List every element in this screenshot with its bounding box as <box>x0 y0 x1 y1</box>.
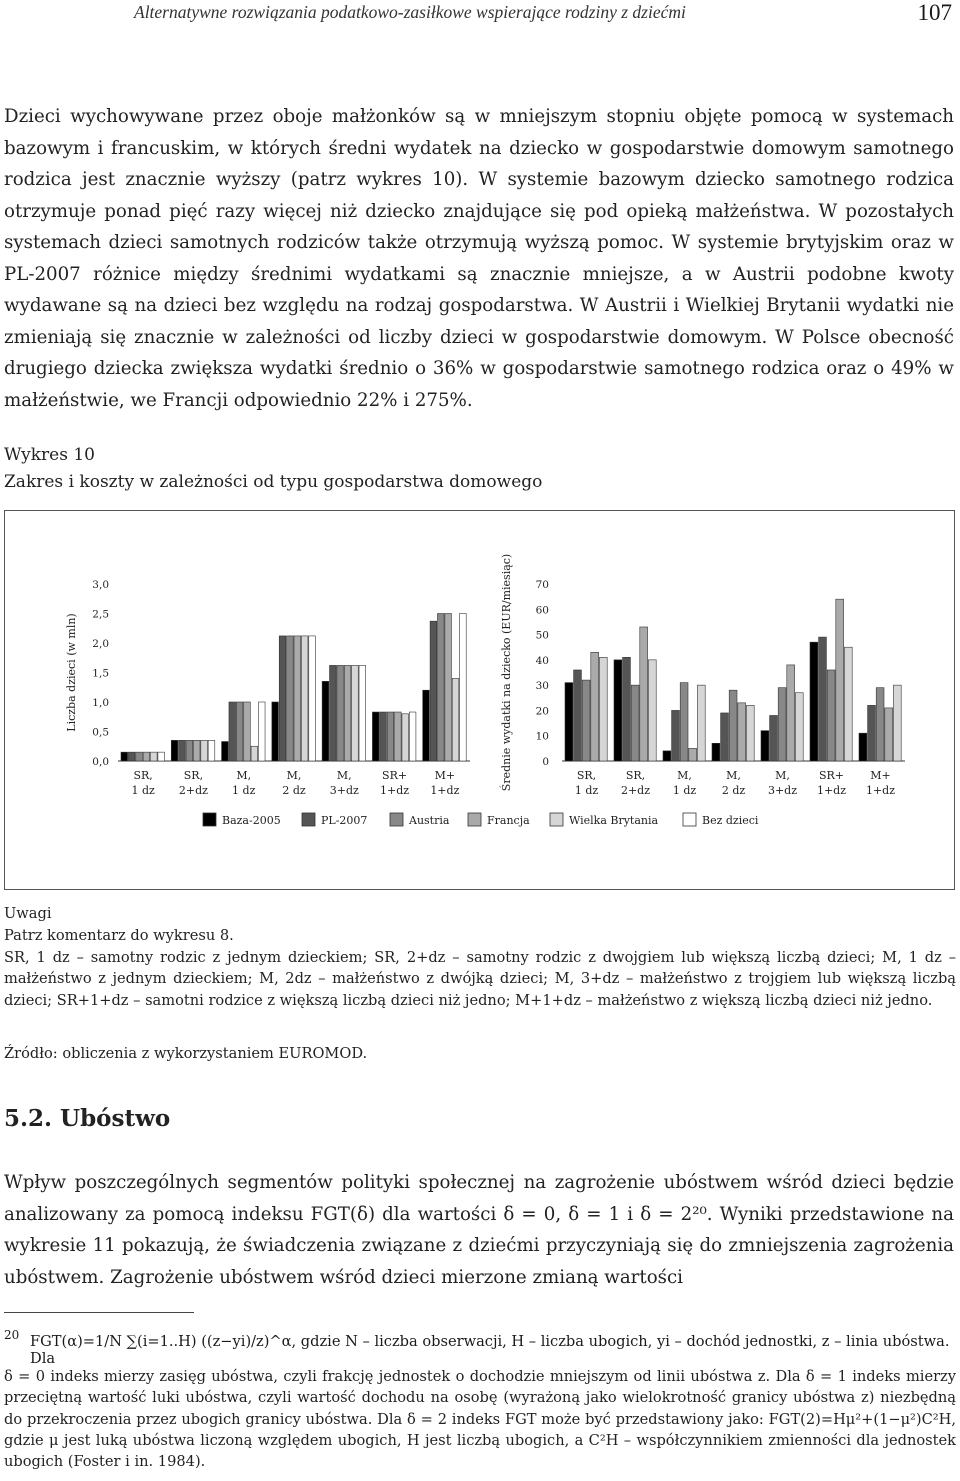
bar <box>591 652 599 761</box>
bar <box>201 740 208 761</box>
y-tick-label: 10 <box>535 730 549 743</box>
figure-number: Wykres 10 <box>4 445 95 465</box>
bar <box>294 636 301 761</box>
bar <box>301 636 308 761</box>
y-tick-label: 70 <box>535 579 549 591</box>
bar <box>460 614 467 762</box>
bar <box>229 702 236 761</box>
y-tick-label: 60 <box>535 604 549 617</box>
bar <box>819 637 827 761</box>
legend-label: Wielka Brytania <box>569 814 659 827</box>
x-tick-label: 2 dz <box>721 784 746 797</box>
x-tick-label: SR, <box>625 769 646 782</box>
legend-label: Bez dzieci <box>702 814 759 827</box>
chart-frame <box>4 510 955 890</box>
chart-svg <box>5 511 956 891</box>
bar <box>344 665 351 761</box>
x-tick-label: M, <box>286 769 302 782</box>
y-tick-label: 0,0 <box>92 756 109 768</box>
x-tick-label: SR+ <box>382 769 408 782</box>
x-tick-label: M, <box>677 769 692 782</box>
x-tick-label: M, <box>775 769 790 782</box>
legend-swatch <box>302 813 315 826</box>
x-tick-label: 2+dz <box>620 784 651 797</box>
bar <box>222 742 229 761</box>
footnote-formula-tail: , gdzie N – liczba obserwacji, H – liczba ubogich, yi – dochód jednostki, z – linia ubóstwa. Dla <box>30 1333 950 1367</box>
bar <box>680 683 688 761</box>
bar <box>738 703 746 761</box>
bar <box>309 636 316 761</box>
bar <box>272 702 279 761</box>
bar <box>795 693 803 761</box>
body-paragraph-2: Wpływ poszczególnych segmentów polityki społecznej na zagrożenie ubóstwem wśród dzieci będzie analizowany za pomocą indeksu FGT(δ) dla wartości δ = 0, δ = 1 i δ = 2²⁰. Wyniki przedstawione na wykresie 11 pokazują, że świadczenia związane z dziećmi przyczyniają się do zmniejszenia zagrożenia ubóstwem. Zagrożenie ubóstwem wśród dzieci mierzone zmianą wartości <box>4 1172 954 1288</box>
bar <box>193 740 200 761</box>
bar <box>893 685 901 761</box>
bar <box>885 708 893 761</box>
bar <box>158 752 165 761</box>
bar <box>648 660 656 761</box>
bar <box>171 740 178 761</box>
bar <box>430 621 437 761</box>
bar <box>672 710 680 761</box>
bar <box>387 712 394 761</box>
bar <box>151 752 158 761</box>
bar <box>445 614 452 762</box>
bar <box>337 665 344 761</box>
bar <box>746 705 754 761</box>
source-line: Źródło: obliczenia z wykorzystaniem EUROMOD. <box>4 1045 368 1062</box>
bar <box>614 660 622 761</box>
bar <box>423 690 430 761</box>
x-tick-label: SR, <box>576 769 597 782</box>
legend-swatch <box>468 813 481 826</box>
bar <box>599 657 607 761</box>
bar <box>729 690 737 761</box>
x-tick-label: 2+dz <box>178 784 208 797</box>
bar <box>761 731 769 761</box>
bar <box>810 642 818 761</box>
legend-swatch <box>683 813 696 826</box>
bar <box>322 681 329 761</box>
y-tick-label: 2,0 <box>92 638 109 650</box>
bar <box>697 685 705 761</box>
legend-swatch <box>550 813 563 826</box>
x-tick-label: SR, <box>133 769 153 782</box>
bar <box>143 752 150 761</box>
bar <box>712 743 720 761</box>
y-tick-label: 50 <box>535 629 549 642</box>
x-tick-label: M, <box>726 769 741 782</box>
notes-abbreviations: SR, 1 dz – samotny rodzic z jednym dzieckiem; SR, 2+dz – samotny rodzic z dwojgiem lub większą liczbą dzieci; M, 1 dz – małżeństwo z jednym dzieckiem; M, 2dz – małżeństwo z dwójką dzieci; M, 3+dz – małżeństwo z trojgiem lub większą liczbą dzieci; SR+1+dz – samotni rodzice z większą liczbą dzieci niż jedno; M+1+dz – małżeństwo z większą liczbą dzieci niż jedno. <box>4 949 956 1009</box>
bar <box>859 733 867 761</box>
x-tick-label: M+ <box>434 769 456 782</box>
bar <box>352 665 359 761</box>
bar <box>208 740 215 761</box>
y-tick-label: 1,5 <box>92 667 109 680</box>
bar <box>452 678 459 761</box>
bar <box>836 599 844 761</box>
bar <box>236 702 243 761</box>
bar <box>689 748 697 761</box>
legend-label: Francja <box>487 814 530 827</box>
footnote-rule <box>4 1312 194 1313</box>
bar <box>121 752 128 761</box>
bar <box>409 712 416 761</box>
legend-swatch <box>390 813 403 826</box>
running-title: Alternatywne rozwiązania podatkowo-zasiłkowe wspierające rodziny z dziećmi <box>134 2 686 22</box>
y-tick-label: 40 <box>535 654 549 667</box>
x-tick-label: M, <box>236 769 252 782</box>
bar <box>787 665 795 761</box>
bar <box>279 636 286 761</box>
y-tick-label: 2,5 <box>92 608 109 621</box>
section-heading: 5.2. Ubóstwo <box>4 1105 171 1132</box>
bar <box>128 752 135 761</box>
x-tick-label: M+ <box>870 769 891 782</box>
bar <box>186 740 193 761</box>
y-tick-label: 30 <box>535 680 549 693</box>
bar <box>582 680 590 761</box>
bar <box>287 636 294 761</box>
footnote-formula <box>30 1333 960 1367</box>
legend-label: Austria <box>409 814 450 827</box>
bar <box>876 688 884 761</box>
x-tick-label: 1+dz <box>816 784 847 797</box>
page-header <box>0 0 960 50</box>
y-tick-label: 0,5 <box>92 726 109 739</box>
bar <box>372 712 379 761</box>
bar <box>136 752 143 761</box>
x-tick-label: 1 dz <box>131 784 155 797</box>
bar <box>631 685 639 761</box>
footnote-formula-expression: FGT(α)=1/N ∑(i=1..H) ((z−yi)/z)^α <box>30 1333 292 1350</box>
bar <box>844 647 852 761</box>
x-tick-label: SR, <box>183 769 204 782</box>
bar <box>778 688 786 761</box>
x-tick-label: 2 dz <box>282 784 306 797</box>
page-number: 107 <box>917 0 952 25</box>
legend-label: Baza-2005 <box>222 814 281 827</box>
x-tick-label: 1 dz <box>232 784 256 797</box>
bar <box>623 657 631 761</box>
y-tick-label: 1,0 <box>92 697 109 709</box>
bar <box>402 714 409 761</box>
legend-label: PL-2007 <box>321 814 368 827</box>
bar <box>868 705 876 761</box>
bar <box>827 670 835 761</box>
x-tick-label: 3+dz <box>767 784 798 797</box>
bar <box>663 751 671 761</box>
y-tick-label: 0 <box>542 756 549 768</box>
bar <box>437 614 444 762</box>
bar <box>721 713 729 761</box>
x-tick-label: 1 dz <box>574 784 599 797</box>
bar <box>565 683 573 761</box>
y-tick-label: 3,0 <box>92 579 109 591</box>
x-tick-label: 1+dz <box>430 784 460 797</box>
x-tick-label: 1+dz <box>865 784 896 797</box>
notes-heading: Uwagi <box>4 905 52 922</box>
footnote-number: 20 <box>4 1328 20 1342</box>
bar <box>330 665 337 761</box>
bar <box>179 740 186 761</box>
x-tick-label: SR+ <box>818 769 845 782</box>
footnote-body: δ = 0 indeks mierzy zasięg ubóstwa, czyli frakcję jednostek o dochodzie mniejszym od linii ubóstwa z. Dla δ = 1 indeks mierzy przeciętną wartość luki ubóstwa, czyli wartość dochodu na osobę (wyrażoną jako wielokrotność granicy ubóstwa z) niezbędną do przekroczenia przez ubogich granicy ubóstwa. Dla δ = 2 indeks FGT może być przedstawiony jako: FGT(2)=Hμ²+(1−μ²)C²H, gdzie μ jest luką ubóstwa liczoną względem ubogich, H jest liczbą ubogich, a C²H – współczynnikiem zmienności dla jednostek ubogich (Foster i in. 1984). <box>4 1368 956 1471</box>
bar <box>380 712 387 761</box>
bar <box>574 670 582 761</box>
body-paragraph-1: Dzieci wychowywane przez oboje małżonków są w mniejszym stopniu objęte pomocą w systemach bazowym i francuskim, w których średni wydatek na dziecko w gospodarstwie domowym samotnego rodzica jest znacznie wyższy (patrz wykres 10). W systemie bazowym dziecko samotnego rodzica otrzymuje ponad pięć razy więcej niż dziecko znajdujące się pod opieką małżeństwa. W pozostałych systemach dzieci samotnych rodziców także otrzymują wyższą pomoc. W systemie brytyjskim oraz w PL-2007 różnice między średnimi wydatkami są znacznie mniejsze, a w Austrii podobne kwoty wydawane są na dzieci bez względu na rodzaj gospodarstwa. W Austrii i Wielkiej Brytanii wydatki nie zmieniają się znacznie w zależności od liczby dzieci w gospodarstwie domowym. W Polsce obecność drugiego dziecka zwiększa wydatki średnio o 36% w gospodarstwie samotnego rodzica oraz o 49% w małżeństwie, we Francji odpowiednio 22% i 275%. <box>4 106 954 411</box>
bar <box>258 702 265 761</box>
y-axis-label: Liczba dzieci (w mln) <box>65 613 78 732</box>
y-axis-label: Średnie wydatki na dziecko (EUR/miesiąc) <box>500 553 513 792</box>
bar <box>395 712 402 761</box>
y-tick-label: 20 <box>535 705 549 718</box>
x-tick-label: 3+dz <box>329 784 359 797</box>
x-tick-label: 1+dz <box>380 784 410 797</box>
bar <box>640 627 648 761</box>
x-tick-label: M, <box>336 769 352 782</box>
notes-reference: Patrz komentarz do wykresu 8. <box>4 927 234 944</box>
bar <box>770 715 778 761</box>
legend-swatch <box>203 813 216 826</box>
figure-title: Zakres i koszty w zależności od typu gospodarstwa domowego <box>4 472 543 492</box>
bar <box>359 665 366 761</box>
bar <box>251 746 258 761</box>
x-tick-label: 1 dz <box>672 784 697 797</box>
bar <box>244 702 251 761</box>
